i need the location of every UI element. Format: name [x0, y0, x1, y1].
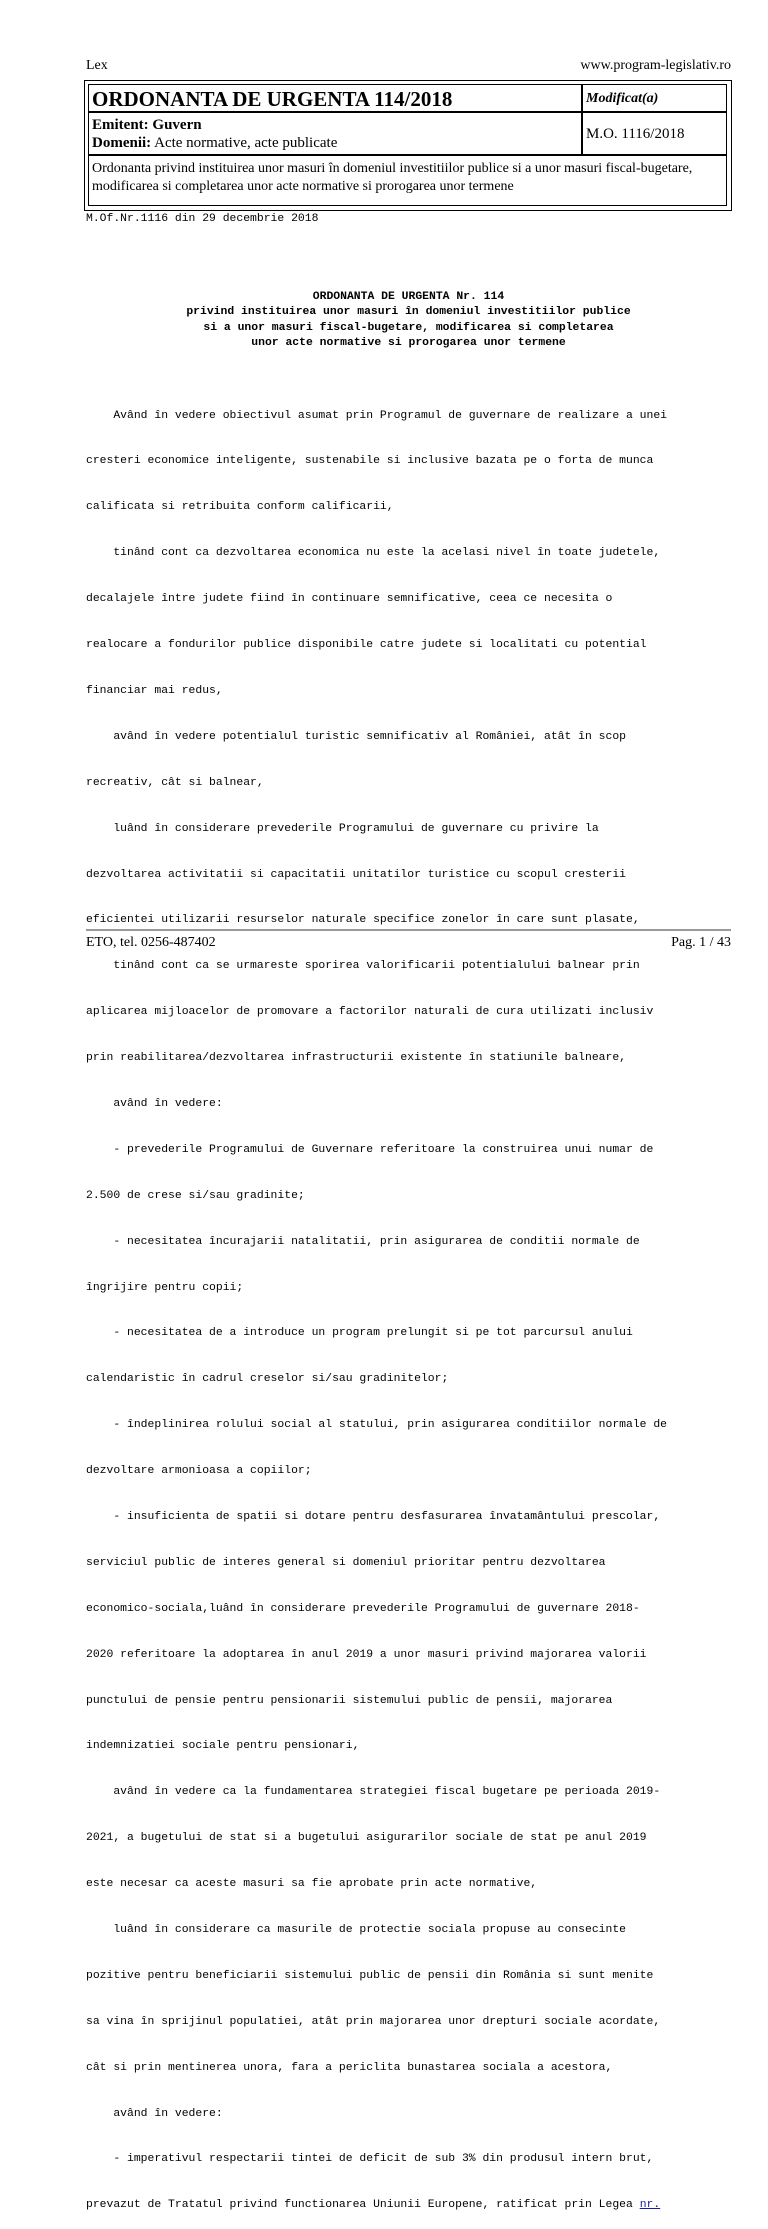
body-line: - îndeplinirea rolului social al statului, prin asigurarea conditiilor normale de: [86, 1419, 668, 1432]
act-issuer-cell: [88, 112, 582, 155]
body-line: dezvoltarea activitatii si capacitatii unitatilor turistice cu scopul cresterii: [86, 868, 627, 881]
body-line: tinând cont ca se urmareste sporirea valorificarii potentialului balnear prin: [86, 960, 640, 973]
body-line: Având în vedere obiectivul asumat prin Programul de guvernare de realizare a unei: [86, 409, 668, 422]
act-domains: [92, 134, 337, 152]
act-issuer: Emitent: Guvern: [92, 117, 202, 133]
body-line: serviciul public de interes general si domeniul prioritar pentru dezvoltarea: [86, 1556, 606, 1569]
body-line: economico-sociala,luând în considerare prevederile Programului de guvernare 2018-: [86, 1602, 640, 1615]
body-line: realocare a fondurilor publice disponibile catre judete si localitati cu potential: [86, 639, 647, 652]
body-line: financiar mai redus,: [86, 684, 223, 697]
act-title-cell: [88, 84, 582, 112]
body-line: - necesitatea de a introduce un program prelungit si pe tot parcursul anului: [86, 1327, 633, 1340]
body-line: recreativ, cât si balnear,: [86, 776, 264, 789]
act-gazette-cell: [582, 112, 727, 155]
document-title-line: unor acte normative si prorogarea unor termene: [251, 336, 566, 349]
body-line: dezvoltare armonioasa a copiilor;: [86, 1465, 312, 1478]
body-line: indemnizatiei sociale pentru pensionari,: [86, 1740, 360, 1753]
body-line: aplicarea mijloacelor de promovare a factorilor naturali de cura utilizati inclusiv: [86, 1006, 654, 1019]
header-website-link[interactable]: www.program-legislativ.ro: [580, 58, 731, 73]
body-line: cresteri economice inteligente, sustenabile si inclusive bazata pe o forta de munca: [86, 455, 654, 468]
document-title-line: privind instituirea unor masuri în domeniul investitiilor publice: [186, 306, 631, 319]
body-line: calificata si retribuita conform calificarii,: [86, 501, 394, 514]
act-status: Modificat(a): [586, 91, 659, 106]
body-line: pozitive pentru beneficiarii sistemului public de pensii din România si sunt menite: [86, 1969, 654, 1982]
body-line: - imperativul respectarii tintei de deficit de sub 3% din produsul intern brut,: [86, 2153, 654, 2166]
act-title: ORDONANTA DE URGENTA 114/2018: [92, 87, 453, 111]
page-number: Pag. 1 / 43: [671, 935, 731, 950]
gazette-reference: M.Of.Nr.1116 din 29 decembrie 2018: [86, 213, 319, 225]
body-line: prin reabilitarea/dezvoltarea infrastructurii existente în statiunile balneare,: [86, 1052, 627, 1065]
body-line: - necesitatea încurajarii natalitatii, prin asigurarea de conditii normale de: [86, 1235, 640, 1248]
body-line: calendaristic în cadrul creselor si/sau gradinitelor;: [86, 1373, 449, 1386]
body-line: - prevederile Programului de Guvernare referitoare la construirea unui numar de: [86, 1143, 654, 1156]
body-line: 2020 referitoare la adoptarea în anul 2019 a unor masuri privind majorarea valorii: [86, 1648, 647, 1661]
body-line: având în vedere potentialul turistic semnificativ al României, atât în scop: [86, 730, 627, 743]
page-footer: [86, 935, 731, 951]
body-line: eficientei utilizarii resurselor naturale specifice zonelor în care sunt plasate,: [86, 914, 640, 927]
body-line: este necesar ca aceste masuri sa fie aprobate prin acte normative,: [86, 1878, 538, 1891]
body-line-text: prevazut de Tratatul privind functionarea Uniunii Europene, ratificat prin Legea: [86, 2199, 640, 2212]
footer-contact: ETO, tel. 0256-487402: [86, 935, 216, 950]
act-gazette-number: M.O. 1116/2018: [586, 126, 685, 142]
body-line: luând în considerare ca masurile de protectie sociala propuse au consecinte: [86, 1923, 627, 1936]
body-line: având în vedere ca la fundamentarea strategiei fiscal bugetare pe perioada 2019-: [86, 1786, 661, 1799]
body-line: sa vina în sprijinul populatiei, atât prin majorarea unor drepturi sociale acordate,: [86, 2015, 661, 2028]
act-domains-label: Domenii:: [92, 135, 152, 151]
footer-divider: [86, 929, 731, 931]
body-line: având în vedere:: [86, 2107, 223, 2120]
law-number-link[interactable]: nr.: [639, 2199, 661, 2212]
body-line: îngrijire pentru copii;: [86, 1281, 244, 1294]
document-title-line: si a unor masuri fiscal-bugetare, modificarea si completarea: [203, 321, 614, 334]
body-line-last: [86, 2198, 736, 2213]
body-line: decalajele între judete fiind în continuare semnificative, ceea ce necesita o: [86, 593, 613, 606]
page-header: [86, 58, 731, 74]
document-title: [86, 290, 731, 351]
body-line: luând în considerare prevederile Programului de guvernare cu privire la: [86, 822, 599, 835]
header-source-label: Lex: [86, 58, 108, 73]
document-body: [86, 378, 736, 2229]
body-line: 2021, a bugetului de stat si a bugetului asigurarilor sociale de stat pe anul 2019: [86, 1832, 647, 1845]
act-description: Ordonanta privind instituirea unor masuri în domeniul investitiilor publice si a unor masuri fiscal-bugetare, modificarea si completarea unor acte normative si prorogarea unor termene: [92, 161, 693, 194]
body-line: 2.500 de crese si/sau gradinite;: [86, 1189, 305, 1202]
act-status-cell: [582, 84, 727, 112]
body-line: punctului de pensie pentru pensionarii sistemului public de pensii, majorarea: [86, 1694, 613, 1707]
document-title-line: ORDONANTA DE URGENTA Nr. 114: [312, 291, 505, 303]
act-info-table: [84, 80, 732, 211]
body-line: - insuficienta de spatii si dotare pentru desfasurarea învatamântului prescolar,: [86, 1510, 661, 1523]
act-description-cell: [88, 155, 727, 206]
body-line: tinând cont ca dezvoltarea economica nu este la acelasi nivel în toate judetele,: [86, 547, 661, 560]
act-domains-value: Acte normative, acte publicate: [154, 135, 338, 151]
body-line: cât si prin mentinerea unora, fara a periclita bunastarea sociala a acestora,: [86, 2061, 613, 2074]
body-line: având în vedere:: [86, 1097, 223, 1110]
